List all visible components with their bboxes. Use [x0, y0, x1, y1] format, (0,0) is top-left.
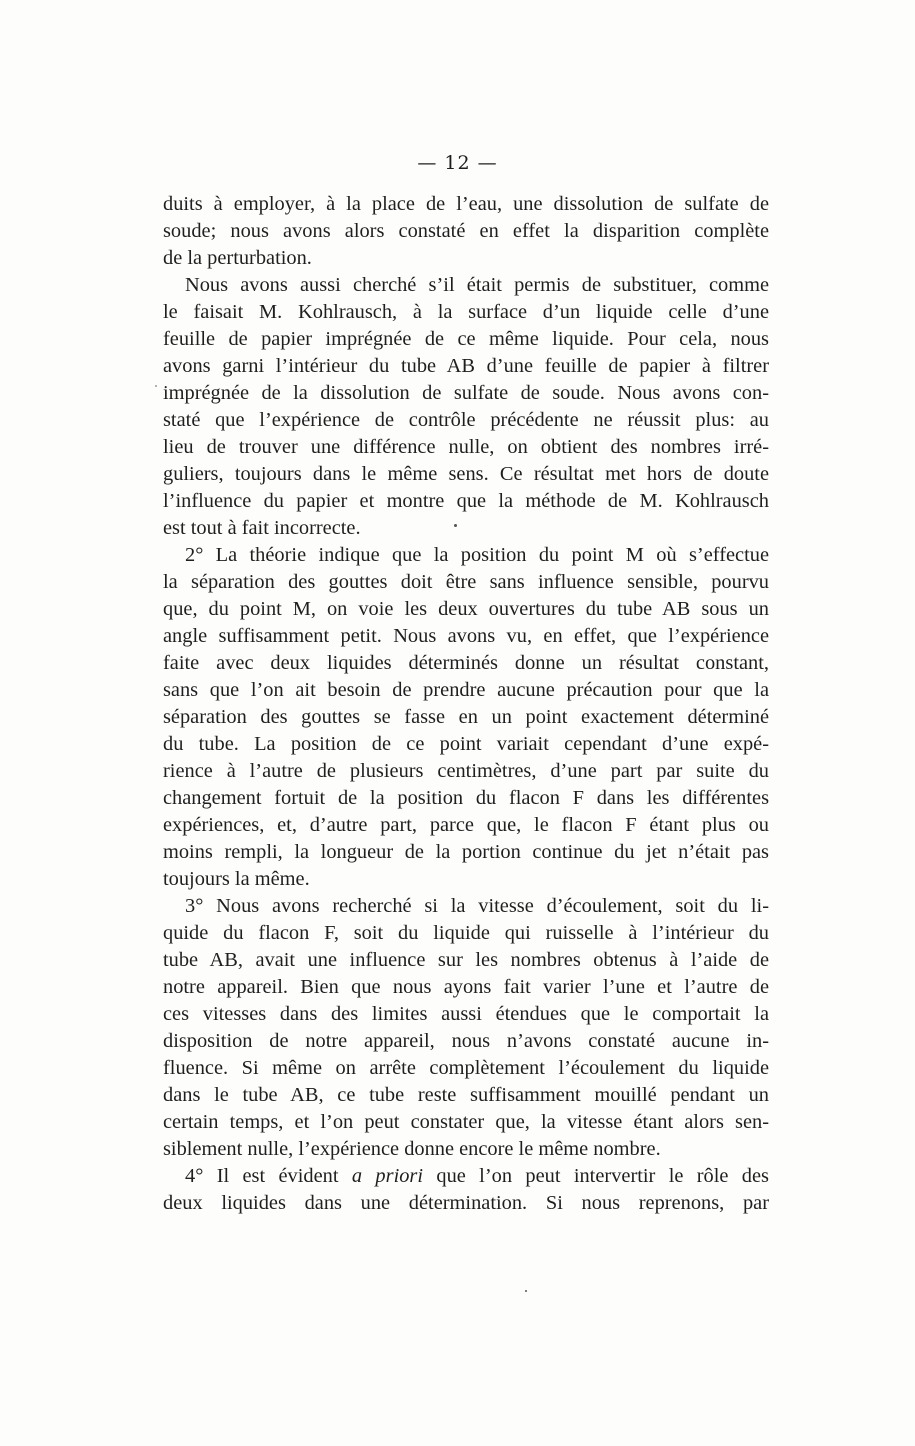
text-line: quide du flacon F, soit du liquide qui ruisselle à l’intérieur du [163, 922, 769, 944]
text-line: ces vitesses dans des limites aussi étendues que le comportait la [163, 1003, 769, 1025]
text-line: faite avec deux liquides déterminés donne un résultat constant, [163, 652, 769, 674]
text-line: imprégnée de la dissolution de sulfate de soude. Nous avons con- [163, 382, 769, 404]
text-line: séparation des gouttes se fasse en un point exactement déterminé [163, 706, 769, 728]
text-line: du tube. La position de ce point variait cependant d’une expé- [163, 733, 769, 755]
text-line: lieu de trouver une différence nulle, on obtient des nombres irré- [163, 436, 769, 458]
text-line: dans le tube AB, ce tube reste suffisamment mouillé pendant un [163, 1084, 769, 1106]
page-number: — 12 — [417, 152, 498, 174]
text-line: fluence. Si même on arrête complètement l’écoulement du liquide [163, 1057, 769, 1079]
body-text [163, 191, 769, 1217]
text-line: de la perturbation. [163, 247, 312, 269]
text-line: avons garni l’intérieur du tube AB d’une feuille de papier à filtrer [163, 355, 769, 377]
text-line: angle suffisamment petit. Nous avons vu, en effet, que l’expérience [163, 625, 769, 647]
paragraph-4 [163, 893, 769, 1163]
text-line: toujours la même. [163, 868, 310, 890]
text-line: deux liquides dans une détermination. Si nous reprenons, par [163, 1192, 769, 1214]
text-line: notre appareil. Bien que nous ayons fait varier l’une et l’autre de [163, 976, 769, 998]
italic-term: a priori [351, 1165, 424, 1187]
ink-speck [525, 1290, 527, 1292]
text-line: staté que l’expérience de contrôle précédente ne réussit plus: au [163, 409, 769, 431]
text-line: 3° Nous avons recherché si la vitesse d’écoulement, soit du li- [185, 895, 769, 917]
text-line: tube AB, avait une influence sur les nombres obtenus à l’aide de [163, 949, 769, 971]
ink-speck [155, 385, 157, 387]
text-line: certain temps, et l’on peut constater que, la vitesse étant alors sen- [163, 1111, 769, 1133]
text-line: est tout à fait incorrecte. [163, 517, 361, 539]
text-line: l’influence du papier et montre que la méthode de M. Kohlrausch [163, 490, 769, 512]
text-line: que, du point M, on voie les deux ouvertures du tube AB sous un [163, 598, 769, 620]
text-line: guliers, toujours dans le même sens. Ce résultat met hors de doute [163, 463, 769, 485]
text-line: changement fortuit de la position du flacon F dans les différentes [163, 787, 769, 809]
paragraph-2 [163, 272, 769, 542]
text-line: soude; nous avons alors constaté en effet la disparition complète [163, 220, 769, 242]
text-line: moins rempli, la longueur de la portion continue du jet n’était pas [163, 841, 769, 863]
text-line: le faisait M. Kohlrausch, à la surface d’un liquide celle d’une [163, 301, 769, 323]
text-line: Nous avons aussi cherché s’il était permis de substituer, comme [185, 274, 769, 296]
text-line: feuille de papier imprégnée de ce même liquide. Pour cela, nous [163, 328, 769, 350]
text-line: disposition de notre appareil, nous n’avons constaté aucune in- [163, 1030, 769, 1052]
paragraph-5 [163, 1163, 769, 1217]
text-line: siblement nulle, l’expérience donne encore le même nombre. [163, 1138, 661, 1160]
paragraph-3 [163, 542, 769, 893]
text-segment: que l’on peut intervertir le rôle des [436, 1165, 769, 1187]
text-line: 2° La théorie indique que la position du point M où s’effectue [185, 544, 769, 566]
text-line-mixed [163, 1163, 769, 1190]
text-line: duits à employer, à la place de l’eau, une dissolution de sulfate de [163, 193, 769, 215]
paragraph-1 [163, 191, 769, 272]
text-segment: 4° Il est évident [185, 1165, 339, 1187]
text-line: sans que l’on ait besoin de prendre aucune précaution pour que la [163, 679, 769, 701]
ink-speck [454, 524, 457, 527]
text-line: la séparation des gouttes doit être sans influence sensible, pourvu [163, 571, 769, 593]
text-line: expériences, et, d’autre part, parce que, le flacon F étant plus ou [163, 814, 769, 836]
text-line: rience à l’autre de plusieurs centimètres, d’une part par suite du [163, 760, 769, 782]
